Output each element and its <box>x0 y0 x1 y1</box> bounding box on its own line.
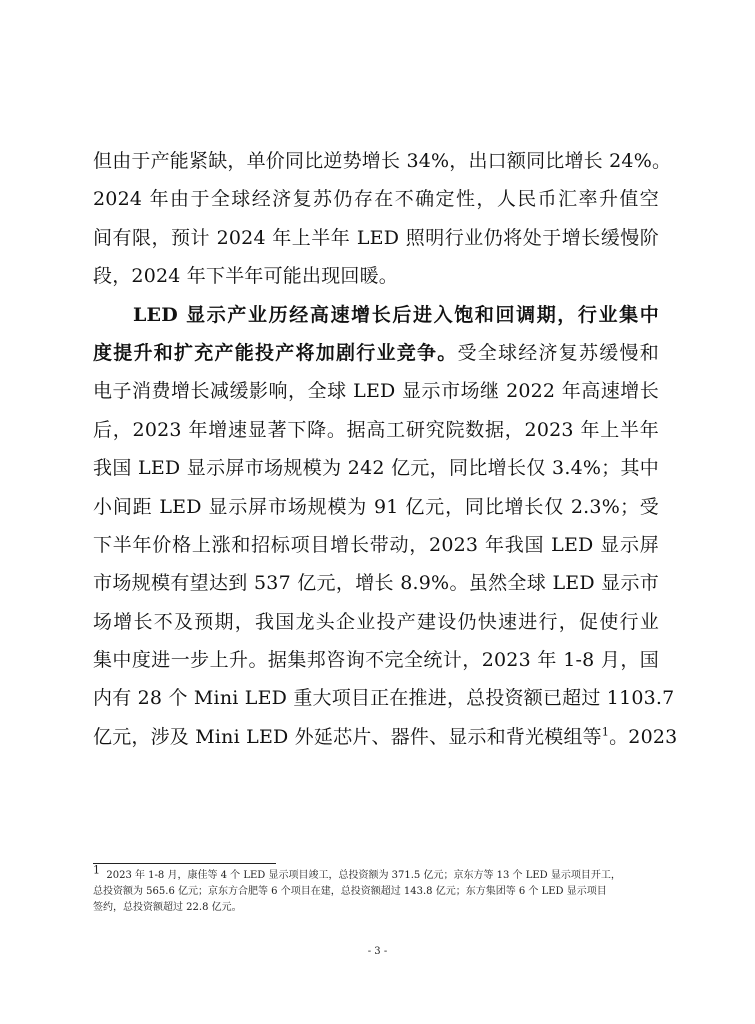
paragraph-2-heading-rest: 受全球经济复苏缓慢和 <box>457 341 659 364</box>
paragraph-2-last-line-text: 亿元，涉及 Mini LED 外延芯片、器件、显示和背光模组等 <box>93 725 602 748</box>
body-text <box>93 142 678 756</box>
paragraph-2-line-9: 场增长不及预期，我国龙头企业投产建设仍快速进行，促使行业 <box>93 610 659 633</box>
paragraph-2-line-5: 我国 LED 显示屏市场规模为 242 亿元，同比增长仅 3.4%；其中 <box>93 457 659 480</box>
paragraph-1-line-2: 2024 年由于全球经济复苏仍存在不确定性，人民币汇率升值空 <box>93 188 659 211</box>
paragraph-1-line-3: 间有限，预计 2024 年上半年 LED 照明行业仍将处于增长缓慢阶 <box>93 226 659 249</box>
paragraph-2-line-10: 集中度进一步上升。据集邦咨询不完全统计，2023 年 1-8 月，国 <box>93 649 659 672</box>
footnote-reference[interactable]: 1 <box>601 725 610 739</box>
paragraph-2-heading-line-1: LED 显示产业历经高速增长后进入饱和回调期，行业集中 <box>133 303 659 326</box>
paragraph-1-line-1: 但由于产能紧缺，单价同比逆势增长 34%，出口额同比增长 24%。 <box>93 150 672 172</box>
page-number: - 3 - <box>367 946 388 957</box>
footnote <box>93 863 659 916</box>
paragraph-2-line-2 <box>93 334 659 372</box>
paragraph-1-line-4: 段，2024 年下半年可能出现回暖。 <box>93 265 398 288</box>
footnote-separator <box>93 863 276 864</box>
footnote-line-1-text: 2023 年 1-8 月，康佳等 4 个 LED 显示项目竣工，总投资额为 371.5 亿元；京东方等 13 个 LED 显示项目开工， <box>106 870 621 881</box>
footnote-marker: 1 <box>93 863 100 877</box>
paragraph-2-heading-bold: 度提升和扩充产能投产将加剧行业竞争。 <box>93 341 458 364</box>
footnote-line-3: 签约，总投资额超过 22.8 亿元。 <box>93 902 242 913</box>
paragraph-2-line-7: 下半年价格上涨和招标项目增长带动，2023 年我国 LED 显示屏 <box>93 533 659 556</box>
paragraph-2-line-3: 电子消费增长减缓影响，全球 LED 显示市场继 2022 年高速增长 <box>93 380 659 403</box>
footnote-line-1 <box>93 863 659 884</box>
paragraph-2-line-4: 后，2023 年增速显著下降。据高工研究院数据，2023 年上半年 <box>93 418 659 441</box>
paragraph-2-line-12 <box>93 718 678 756</box>
paragraph-2-line-8: 市场规模有望达到 537 亿元，增长 8.9%。虽然全球 LED 显示市 <box>93 572 659 595</box>
paragraph-2-line-11: 内有 28 个 Mini LED 重大项目正在推进，总投资额已超过 1103.7 <box>93 687 675 710</box>
paragraph-2-line-6: 小间距 LED 显示屏市场规模为 91 亿元，同比增长仅 2.3%；受 <box>93 495 659 518</box>
footnote-line-2: 总投资额为 565.6 亿元；京东方合肥等 6 个项目在建，总投资额超过 143.8 亿元；东方集团等 6 个 LED 显示项目 <box>93 886 607 897</box>
paragraph-2-last-line-tail: 。2023 <box>609 725 678 748</box>
